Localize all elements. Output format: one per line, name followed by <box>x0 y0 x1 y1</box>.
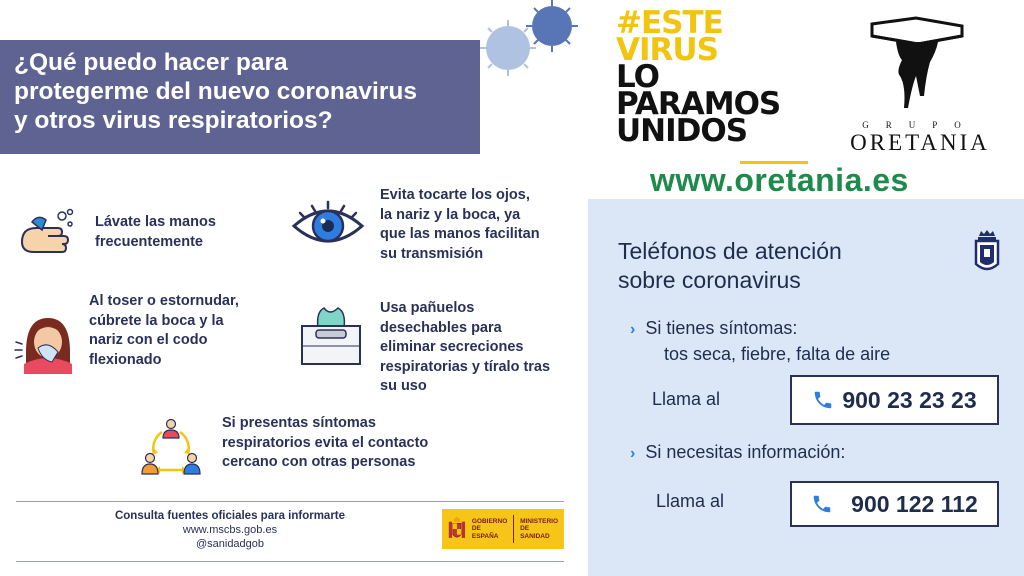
panel-title <box>618 237 842 295</box>
official-sources-heading: Consulta fuentes oficiales para informarte <box>114 510 346 522</box>
brand-grupo: GRUPO <box>862 120 978 130</box>
bullet-symptoms-text: Si tienes síntomas: <box>645 318 798 338</box>
oretania-logo <box>836 16 1004 155</box>
tip-avoid-touching-face <box>380 186 540 264</box>
phone-number-text: 900 122 112 <box>851 490 978 517</box>
tip-text-line: desechables para <box>380 319 502 336</box>
tip-text-line: que las manos facilitan <box>380 226 540 242</box>
tip-text-line: Lávate las manos <box>95 214 216 230</box>
page-title-line-2: protegerme del nuevo coronavirus <box>14 78 417 105</box>
chevron-right-icon: › <box>630 321 636 338</box>
phone-number-text: 900 23 23 23 <box>842 386 977 413</box>
symptoms-list: tos seca, fiebre, falta de aire <box>664 344 891 364</box>
website-link[interactable]: www.oretania.es <box>650 162 909 198</box>
tip-avoid-contact <box>222 414 428 473</box>
virus-icon <box>470 0 580 100</box>
campaign-paramos: PARAMOS <box>616 86 781 122</box>
campaign-unidos: UNIDOS <box>616 113 748 149</box>
government-label <box>472 518 507 541</box>
tip-wash-hands <box>95 213 216 252</box>
call-label-2: Llama al <box>656 491 725 511</box>
sneezing-person-icon <box>12 308 76 374</box>
chevron-right-icon: › <box>630 445 636 462</box>
ministry-label <box>520 518 558 541</box>
tip-text-line: cúbrete la boca y la <box>89 312 224 329</box>
tip-text-line: su transmisión <box>380 245 484 262</box>
tip-text-line: frecuentemente <box>95 233 203 250</box>
tip-text-line: nariz con el codo <box>89 332 208 348</box>
bullet-information-text: Si necesitas información: <box>645 442 846 462</box>
tip-text-line: eliminar secreciones <box>380 339 524 355</box>
phone-icon <box>812 389 834 411</box>
tip-use-tissues <box>380 299 550 397</box>
phone-number-symptoms[interactable] <box>790 375 999 425</box>
tip-text-line: respiratorios evita el contacto <box>222 434 429 451</box>
page-title-line-1: ¿Qué puedo hacer para <box>14 49 288 76</box>
people-distance-icon <box>140 418 202 478</box>
tip-text-line: cercano con otras personas <box>222 454 416 470</box>
tip-text-line: Usa pañuelos <box>380 300 475 316</box>
tissue-box-icon <box>298 306 364 368</box>
official-sources-url: www.mscbs.gob.es <box>182 524 278 536</box>
regional-shield-icon <box>973 230 1001 276</box>
campaign-virus: VIRUS <box>616 32 718 68</box>
government-label-line: DE ESPAÑA <box>471 525 499 540</box>
call-label-1: Llama al <box>652 389 721 409</box>
tip-cover-cough <box>89 292 239 370</box>
official-sources-handle: @sanidadgob <box>195 538 265 550</box>
footer-divider-bottom <box>16 561 564 562</box>
campaign-hashtag: #ESTE <box>616 5 723 41</box>
column-capital-icon <box>866 16 966 112</box>
tip-text-line: respiratorias y tíralo tras <box>380 358 551 375</box>
official-sources <box>100 510 360 550</box>
bullet-information <box>630 442 845 463</box>
ministry-label-line: DE SANIDAD <box>520 525 550 540</box>
government-label-line: GOBIERNO <box>471 517 508 525</box>
ministry-label-line: MINISTERIO <box>520 517 558 525</box>
footer-divider-top <box>16 501 564 502</box>
hand-washing-icon <box>18 206 76 260</box>
ministry-of-health-logo <box>442 509 564 549</box>
tip-text-line: la nariz y la boca, ya <box>380 206 521 223</box>
phone-number-information[interactable] <box>790 481 999 527</box>
phone-icon <box>811 493 833 515</box>
tip-text-line: Al toser o estornudar, <box>89 293 239 309</box>
tip-text-line: su uso <box>380 378 427 394</box>
eye-icon <box>290 200 366 250</box>
campaign-slogan <box>616 5 781 149</box>
tip-text-line: Si presentas síntomas <box>222 415 376 431</box>
campaign-lo: LO <box>616 59 660 95</box>
title-banner <box>0 40 480 154</box>
panel-title-line: Teléfonos de atención <box>618 238 842 264</box>
page-title-line-3: y otros virus respiratorios? <box>14 107 333 134</box>
bullet-symptoms <box>630 318 797 339</box>
spain-coat-of-arms-icon <box>448 514 466 544</box>
logo-divider <box>513 515 514 543</box>
tip-text-line: flexionado <box>89 351 162 368</box>
phone-panel <box>588 199 1024 576</box>
brand-name: ORETANIA <box>850 130 990 155</box>
tip-text-line: Evita tocarte los ojos, <box>380 187 530 203</box>
panel-title-line: sobre coronavirus <box>618 267 801 293</box>
